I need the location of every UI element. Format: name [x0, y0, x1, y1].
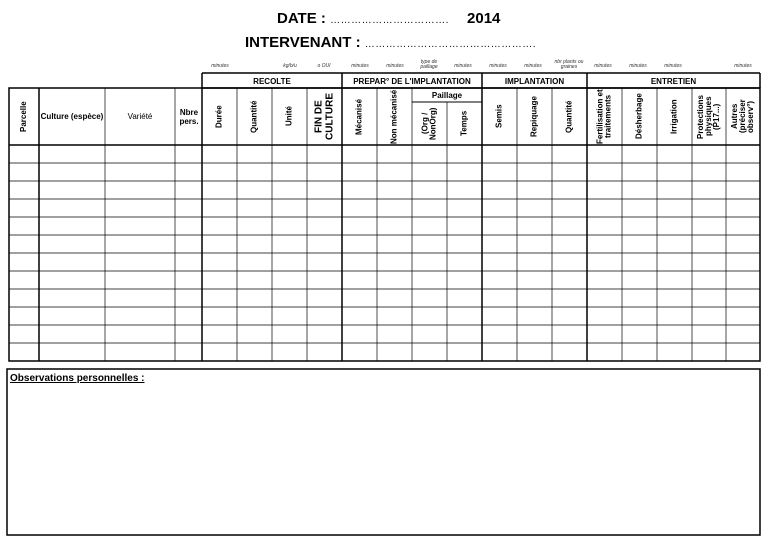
col-org: (Org / NonOrg)	[420, 107, 438, 140]
group-recolte: RECOLTE	[253, 76, 291, 86]
intervenant-label: INTERVENANT :	[245, 34, 361, 51]
date-label: DATE :	[277, 10, 326, 27]
unit-fertilisation: minutes	[594, 63, 612, 69]
col-protections: Protections physiques (P17...)	[696, 94, 721, 139]
col-desherbage: Désherbage	[634, 93, 644, 140]
col-parcelle: Parcelle	[19, 101, 28, 132]
observations-label: Observations personnelles :	[10, 373, 145, 384]
unit-mecanise: minutes	[351, 63, 369, 69]
unit-paillage-type: type de paillage	[420, 59, 438, 70]
group-entretien: ENTRETIEN	[650, 76, 697, 86]
col-irrigation: Irrigation	[669, 99, 679, 134]
unit-autres: minutes	[734, 63, 752, 69]
col-culture: Culture (espèce)	[40, 112, 104, 121]
group-implantation: IMPLANTATION	[504, 76, 565, 86]
group-preparation: PREPAR° DE L'IMPLANTATION	[353, 76, 471, 86]
unit-fin: o OUI	[317, 63, 331, 69]
col-temps: Temps	[459, 110, 469, 137]
col-non-mecanise: Non mécanisé	[389, 89, 399, 144]
unit-semis: minutes	[489, 63, 507, 69]
col-autres: Autres (préciser observ°)	[730, 99, 755, 134]
unit-quantite: kg/b/u	[283, 63, 297, 69]
col-semis: Semis	[494, 104, 504, 129]
col-duree: Durée	[214, 105, 224, 128]
intervenant-field[interactable]: ………………………………………….	[364, 39, 537, 50]
col-repiquage: Repiquage	[529, 96, 539, 137]
unit-desherbage: minutes	[629, 63, 647, 69]
unit-duree: minutes	[211, 63, 229, 69]
unit-repiquage: minutes	[524, 63, 542, 69]
col-quantite-impl: Quantité	[564, 100, 574, 133]
group-paillage: Paillage	[431, 91, 463, 100]
date-field[interactable]: …………………………….	[330, 15, 449, 26]
col-nbre-pers: Nbre pers.	[179, 107, 199, 126]
unit-impl-quantite: nbr plants ou graines	[554, 59, 584, 70]
col-unite: Unité	[284, 106, 294, 127]
col-mecanise: Mécanisé	[354, 98, 364, 135]
col-fertilisation: Fertilisation et traitements	[595, 89, 613, 144]
unit-irrigation: minutes	[664, 63, 682, 69]
observations-field[interactable]	[8, 388, 758, 533]
col-quantite: Quantité	[249, 100, 259, 133]
col-variete: Variété	[127, 112, 153, 121]
unit-non-mecanise: minutes	[386, 63, 404, 69]
col-fin-culture: FIN DE CULTURE	[313, 92, 336, 141]
unit-temps: minutes	[454, 63, 472, 69]
year: 2014	[467, 10, 501, 27]
